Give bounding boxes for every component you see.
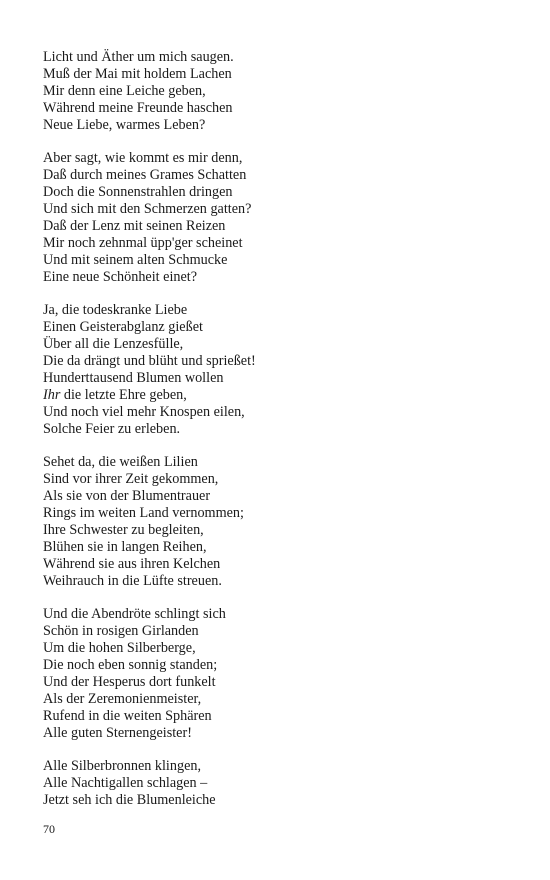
poem-line: Eine neue Schönheit einet? (43, 268, 198, 285)
poem-line: Sind vor ihrer Zeit gekommen, (43, 471, 219, 488)
stanza-6 (43, 758, 513, 809)
poem-line: Und noch viel mehr Knospen eilen, (43, 403, 245, 420)
poem-line: Schön in rosigen Girlanden (43, 623, 199, 640)
stanza-2 (43, 150, 513, 285)
poem-line: Alle Silberbronnen klingen, (43, 758, 202, 775)
poem-line: Jetzt seh ich die Blumenleiche (43, 792, 216, 809)
poem-line: Und die Abendröte schlingt sich (43, 606, 226, 623)
poem-text (43, 49, 513, 826)
poem-line: Ja, die todeskranke Liebe (43, 302, 188, 319)
poem-line: Hunderttausend Blumen wollen (43, 369, 224, 386)
poem-line: Alle guten Sternengeister! (43, 724, 192, 741)
poem-line: Und mit seinem alten Schmucke (43, 251, 228, 268)
poem-line: Daß der Lenz mit seinen Reizen (43, 217, 226, 234)
poem-line: Als sie von der Blumentrauer (43, 488, 211, 505)
poem-line (43, 387, 513, 404)
poem-line: Alle Nachtigallen schlagen – (43, 775, 208, 792)
italic-word: Ihr (43, 386, 61, 403)
poem-line: Ihre Schwester zu begleiten, (43, 521, 204, 538)
poem-line: Während sie aus ihren Kelchen (43, 555, 221, 572)
poem-line: Doch die Sonnenstrahlen dringen (43, 184, 233, 201)
poem-line: Und der Hesperus dort funkelt (43, 673, 216, 690)
poem-line: Als der Zeremonienmeister, (43, 690, 202, 707)
poem-line: Licht und Äther um mich saugen. (43, 49, 234, 65)
poem-line: Solche Feier zu erleben. (43, 420, 181, 437)
poem-line: Sehet da, die weißen Lilien (43, 454, 198, 471)
poem-line: Daß durch meines Grames Schatten (43, 167, 247, 184)
poem-line: Mir noch zehnmal üpp'ger scheinet (43, 234, 243, 251)
stanza-1 (43, 49, 513, 133)
stanza-3 (43, 302, 513, 437)
poem-line: Und sich mit den Schmerzen gatten? (43, 201, 252, 218)
poem-line: Während meine Freunde haschen (43, 99, 233, 116)
poem-line: Rufend in die weiten Sphären (43, 707, 212, 724)
poem-line: Rings im weiten Land vernommen; (43, 505, 244, 522)
poem-line: Blühen sie in langen Reihen, (43, 538, 207, 555)
stanza-4 (43, 454, 513, 589)
stanza-5 (43, 606, 513, 741)
poem-line: Neue Liebe, warmes Leben? (43, 116, 206, 133)
page-number: 70 (43, 822, 55, 836)
poem-line: Die da drängt und blüht und sprießet! (43, 353, 256, 370)
poem-line: Um die hohen Silberberge, (43, 640, 196, 657)
poem-line: Die noch eben sonnig standen; (43, 657, 218, 674)
poem-line: Mir denn eine Leiche geben, (43, 82, 206, 99)
poem-line-rest: die letzte Ehre geben, (63, 386, 187, 403)
poem-line: Muß der Mai mit holdem Lachen (43, 65, 232, 82)
poem-line: Weihrauch in die Lüfte streuen. (43, 572, 222, 589)
poem-line: Über all die Lenzesfülle, (43, 336, 184, 353)
poem-line: Einen Geisterabglanz gießet (43, 319, 203, 336)
poem-line: Aber sagt, wie kommt es mir denn, (43, 150, 243, 167)
